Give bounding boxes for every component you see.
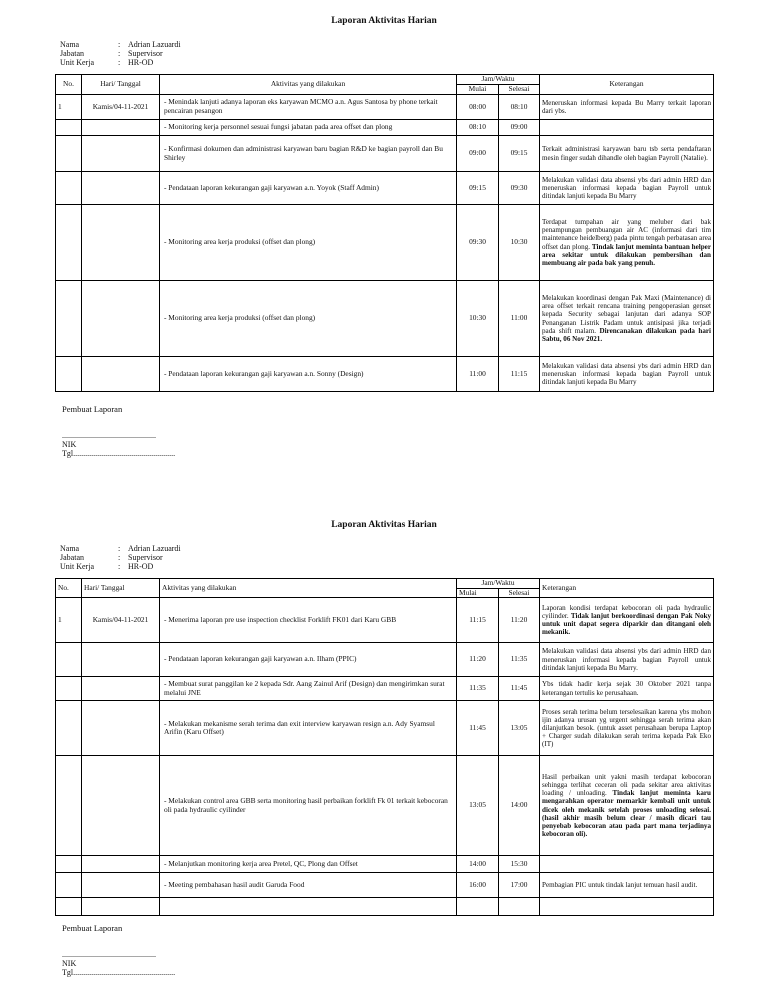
row-no xyxy=(56,357,82,392)
row-activity: - Melakukan mekanisme serah terima dan exit interview karyawan resign a.n. Ady Syamsul Arifin (Karu Offset) xyxy=(160,701,457,756)
row-start xyxy=(457,898,499,916)
row-start: 08:10 xyxy=(457,120,499,136)
table-row xyxy=(56,677,714,701)
row-end: 09:30 xyxy=(499,172,540,205)
row-end: 17:00 xyxy=(499,873,540,898)
row-activity xyxy=(160,898,457,916)
row-no xyxy=(56,856,82,873)
row-activity: - Melakukan control area GBB serta monitoring hasil perbaikan forklift Fk 01 terkait kebocoran oli pada hydraulic cyilinder xyxy=(160,756,457,856)
note-text: Hasil perbaikan unit yakni masih terdapat kebocoran sehingga terlihat ceceran oli pada sekitar area aktivitas loading / unloading. xyxy=(542,772,711,798)
activity-table xyxy=(55,578,714,916)
row-date xyxy=(82,120,160,136)
row-start: 11:35 xyxy=(457,677,499,701)
row-note xyxy=(540,677,714,701)
row-start: 13:05 xyxy=(457,756,499,856)
report-title: Laporan Aktivitas Harian xyxy=(331,16,437,26)
row-activity: - Monitoring kerja personnel sesuai fungsi jabatan pada area offset dan plong xyxy=(160,120,457,136)
note-text: Proses serah terima belum terselesaikan karena ybs mohon ijin adanya urusan yg urgent sehingga serah terima akan dilanjutkan besok. (untuk asset perusahaan berupa Laptop + Charger sudah dilakukan serah terima kepada Pak Eko (IT) xyxy=(542,707,711,749)
row-activity: - Membuat surat panggilan ke 2 kepada Sdr. Aang Zainul Arif (Design) dan mengirimkan surat melalui JNE xyxy=(160,677,457,701)
unit-label: Unit Kerja xyxy=(60,58,94,67)
row-date xyxy=(82,205,160,281)
row-start: 10:30 xyxy=(457,281,499,357)
row-start: 11:20 xyxy=(457,643,499,677)
position-value: Supervisor xyxy=(128,49,163,58)
table-row xyxy=(56,205,714,281)
table-row xyxy=(56,701,714,756)
position-value: Supervisor xyxy=(128,553,163,562)
row-activity: - Monitoring area kerja produksi (offset dan plong) xyxy=(160,205,457,281)
table-row xyxy=(56,281,714,357)
note-text: Pembagian PIC untuk tindak lanjut temuan hasil audit. xyxy=(542,881,698,890)
colon: : xyxy=(118,40,121,49)
col-activity-header: Aktivitas yang dilakukan xyxy=(160,75,457,95)
note-text: Meneruskan informasi kepada Bu Marry terkait laporan dari ybs. xyxy=(542,98,711,115)
row-note xyxy=(540,643,714,677)
row-date xyxy=(82,281,160,357)
col-time-header: Jam/Waktu xyxy=(457,579,540,589)
row-end: 11:45 xyxy=(499,677,540,701)
signature-block xyxy=(62,404,175,458)
note-bold-text: Tidak lanjut berkoordinasi dengan Pak Noky untuk unit dapat segera diparkir dan ditangani oleh mekanik. xyxy=(542,611,711,637)
col-end-header: Selesai xyxy=(499,85,540,95)
row-date: Kamis/04-11-2021 xyxy=(82,95,160,120)
note-bold-text: Tindak lanjut meminta bantuan helper area sekitar untuk dilakukan pembersihan dan membuang air pada bak yang penuh. xyxy=(542,242,711,267)
row-start: 08:00 xyxy=(457,95,499,120)
col-end-header: Selesai xyxy=(499,588,540,598)
row-end: 11:35 xyxy=(499,643,540,677)
row-activity: - Meeting pembahasan hasil audit Garuda Food xyxy=(160,873,457,898)
row-no xyxy=(56,205,82,281)
col-note-header: Keterangan xyxy=(540,579,714,598)
table-row xyxy=(56,172,714,205)
note-text: Ybs tidak hadir kerja sejak 30 Oktober 2021 tanpa keterangan tertulis ke perusahaan. xyxy=(542,680,711,697)
row-note xyxy=(540,756,714,856)
signature-block xyxy=(62,923,175,977)
row-note xyxy=(540,136,714,172)
row-date xyxy=(82,643,160,677)
unit-value: HR-OD xyxy=(128,562,154,571)
row-date xyxy=(82,873,160,898)
name-label: Nama xyxy=(60,544,80,553)
row-start: 09:30 xyxy=(457,205,499,281)
row-date xyxy=(82,357,160,392)
colon: : xyxy=(118,58,121,67)
row-note xyxy=(540,205,714,281)
note-text: Melakukan validasi data absensi ybs dari admin HRD dan meneruskan informasi kepada bagian Payroll untuk ditindak lanjuti kepada Bu Marry. xyxy=(542,647,711,672)
row-date xyxy=(82,856,160,873)
row-no xyxy=(56,898,82,916)
table-row xyxy=(56,756,714,856)
row-activity: - Menindak lanjuti adanya laporan eks karyawan MCMO a.n. Agus Santosa by phone terkait pencairan pesangon xyxy=(160,95,457,120)
row-activity: - Pendataan laporan kekurangan gaji karyawan a.n. Sonny (Design) xyxy=(160,357,457,392)
row-date xyxy=(82,136,160,172)
table-row xyxy=(56,898,714,916)
col-note-header: Keterangan xyxy=(540,75,714,95)
note-bold-text: Direncanakan dilakukan pada hari Sabtu, 06 Nov 2021. xyxy=(542,326,712,343)
table-row xyxy=(56,856,714,873)
col-no-header: No. xyxy=(56,579,82,598)
activity-table xyxy=(55,74,714,392)
colon: : xyxy=(118,544,121,553)
row-activity: - Melanjutkan monitoring kerja area Pretel, QC, Plong dan Offset xyxy=(160,856,457,873)
signature-label: Pembuat Laporan xyxy=(62,923,123,933)
employee-info xyxy=(60,544,181,571)
row-end: 10:30 xyxy=(499,205,540,281)
note-text: Melakukan koordinasi dengan Pak Maxi (Maintenance) di area offset terkait rencana training pengoperasian genset kepada Security sebagai lanjutan dari adanya SOP Penanganan Listrik Padam untuk antisipasi jika terjadi pada shift malam. xyxy=(542,293,711,335)
row-activity: - Konfirmasi dokumen dan administrasi karyawan baru bagian R&D ke bagian payroll dan Bu Shirley xyxy=(160,136,457,172)
name-label: Nama xyxy=(60,40,80,49)
colon: : xyxy=(118,562,121,571)
row-date: Kamis/04-11-2021 xyxy=(82,598,160,643)
row-no xyxy=(56,873,82,898)
table-row xyxy=(56,95,714,120)
row-start: 14:00 xyxy=(457,856,499,873)
unit-value: HR-OD xyxy=(128,58,154,67)
row-end: 09:15 xyxy=(499,136,540,172)
nik-label: NIK xyxy=(62,440,77,449)
col-time-header: Jam/Waktu xyxy=(457,75,540,85)
table-row xyxy=(56,598,714,643)
row-activity: - Pendataan laporan kekurangan gaji karyawan a.n. Yoyok (Staff Admin) xyxy=(160,172,457,205)
position-label: Jabatan xyxy=(60,49,84,58)
row-end: 14:00 xyxy=(499,756,540,856)
row-end: 08:10 xyxy=(499,95,540,120)
row-no xyxy=(56,756,82,856)
row-note xyxy=(540,598,714,643)
employee-info xyxy=(60,40,181,67)
col-date-header: Hari/ Tanggal xyxy=(82,75,160,95)
row-no: 1 xyxy=(56,598,82,643)
row-no xyxy=(56,677,82,701)
row-start: 16:00 xyxy=(457,873,499,898)
signature-line: ............................................... xyxy=(62,431,156,440)
row-no xyxy=(56,172,82,205)
table-row xyxy=(56,120,714,136)
row-end: 09:00 xyxy=(499,120,540,136)
row-end: 11:00 xyxy=(499,281,540,357)
table-row xyxy=(56,873,714,898)
row-note xyxy=(540,898,714,916)
row-date xyxy=(82,172,160,205)
table-row xyxy=(56,357,714,392)
unit-label: Unit Kerja xyxy=(60,562,94,571)
row-note xyxy=(540,856,714,873)
colon: : xyxy=(118,49,121,58)
row-activity: - Monitoring area kerja produksi (offset dan plong) xyxy=(160,281,457,357)
row-start: 09:00 xyxy=(457,136,499,172)
report-title: Laporan Aktivitas Harian xyxy=(331,520,437,530)
table-row xyxy=(56,136,714,172)
note-text: Melakukan validasi data absensi ybs dari admin HRD dan meneruskan informasi kepada bagian Payroll untuk ditindak lanjuti kepada Bu Marry xyxy=(542,175,711,201)
note-text: Terkait administrasi karyawan baru tsb serta pendaftaran mesin finger sudah dihandle oleh bagian Payroll (Natalie). xyxy=(542,145,711,162)
date-line: Tgl................................................... xyxy=(62,449,176,458)
row-no xyxy=(56,136,82,172)
row-no xyxy=(56,643,82,677)
col-start-header: Mulai xyxy=(457,85,499,95)
row-end: 13:05 xyxy=(499,701,540,756)
row-start: 09:15 xyxy=(457,172,499,205)
table-row xyxy=(56,643,714,677)
col-activity-header: Aktivitas yang dilakukan xyxy=(160,579,457,598)
signature-line: ............................................... xyxy=(62,950,156,959)
table-header-row xyxy=(56,75,714,85)
note-text: Melakukan validasi data absensi ybs dari admin HRD dan meneruskan informasi kepada bagian Payroll untuk ditindak lanjuti kepada Bu Marry xyxy=(542,361,711,387)
col-no-header: No. xyxy=(56,75,82,95)
nik-label: NIK xyxy=(62,959,77,968)
name-value: Adrian Lazuardi xyxy=(128,544,181,553)
row-note xyxy=(540,120,714,136)
row-end xyxy=(499,898,540,916)
note-bold-text: Tindak lanjut meminta karu mengarahkan operator memarkir kembali unit untuk dicek oleh mekanik setelah proses unloading selesai. (hasil akhir masih belum clear / masih dicari tau penyebab kebocoran atau pada part mana terjadinya kebocoran oli). xyxy=(542,789,711,839)
position-label: Jabatan xyxy=(60,553,84,562)
row-date xyxy=(82,756,160,856)
row-no xyxy=(56,120,82,136)
row-note xyxy=(540,172,714,205)
colon: : xyxy=(118,553,121,562)
row-no xyxy=(56,701,82,756)
row-no xyxy=(56,281,82,357)
row-date xyxy=(82,898,160,916)
row-date xyxy=(82,677,160,701)
name-value: Adrian Lazuardi xyxy=(128,40,181,49)
row-note xyxy=(540,281,714,357)
note-text: Laporan kondisi terdapat kebocoran oli pada hydraulic cyilinder. xyxy=(542,603,711,620)
row-activity: - Menerima laporan pre use inspection checklist Forklift FK01 dari Karu GBB xyxy=(160,598,457,643)
table-header-row xyxy=(56,579,714,589)
row-note xyxy=(540,873,714,898)
row-activity: - Pendataan laporan kekurangan gaji karyawan a.n. Ilham (PPIC) xyxy=(160,643,457,677)
row-note xyxy=(540,357,714,392)
row-end: 11:15 xyxy=(499,357,540,392)
signature-label: Pembuat Laporan xyxy=(62,404,123,414)
row-start: 11:15 xyxy=(457,598,499,643)
date-line: Tgl................................................... xyxy=(62,968,176,977)
row-end: 15:30 xyxy=(499,856,540,873)
note-text: Terdapat tumpahan air yang meluber dari bak penampungan pembuangan air AC (informasi dari tim maintenance heidelberg) pada pintu tengah perbatasan area offset dan plong. xyxy=(542,217,711,251)
row-note xyxy=(540,95,714,120)
row-note xyxy=(540,701,714,756)
row-start: 11:45 xyxy=(457,701,499,756)
col-start-header: Mulai xyxy=(457,588,499,598)
col-date-header: Hari/ Tanggal xyxy=(82,579,160,598)
row-date xyxy=(82,701,160,756)
row-no: 1 xyxy=(56,95,82,120)
row-start: 11:00 xyxy=(457,357,499,392)
row-end: 11:20 xyxy=(499,598,540,643)
